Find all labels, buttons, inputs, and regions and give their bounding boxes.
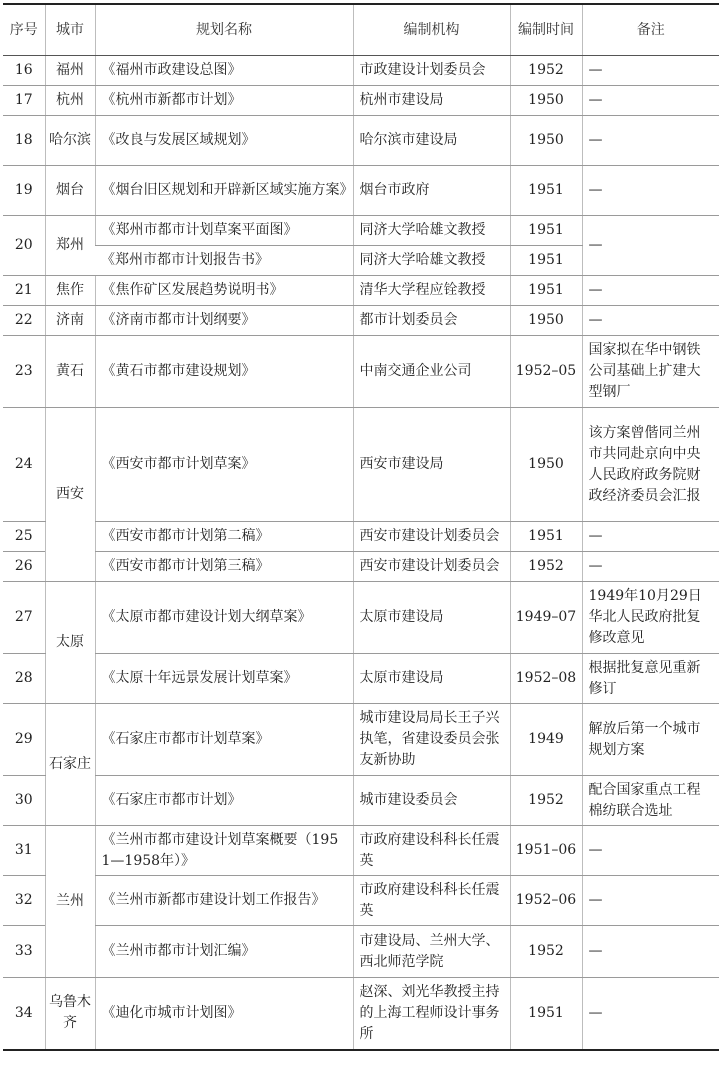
row-org: 同济大学哈雄文教授 [353, 216, 510, 246]
row-city: 太原 [45, 582, 95, 704]
table-row [3, 522, 719, 552]
row-no: 21 [3, 276, 45, 306]
row-time: 1950 [510, 408, 582, 522]
row-no: 34 [3, 978, 45, 1050]
row-no: 18 [3, 116, 45, 166]
row-time: 1950 [510, 116, 582, 166]
row-time: 1951–06 [510, 826, 582, 876]
table-row [3, 56, 719, 86]
row-plan-name: 《石家庄市都市计划草案》 [95, 704, 353, 776]
row-time: 1952 [510, 776, 582, 826]
row-note: — [582, 926, 719, 978]
row-time: 1951 [510, 276, 582, 306]
row-plan-name: 《郑州市都市计划报告书》 [95, 246, 353, 276]
row-time: 1951 [510, 978, 582, 1050]
row-org: 市建设局、兰州大学、西北师范学院 [353, 926, 510, 978]
row-note: — [582, 86, 719, 116]
row-org: 杭州市建设局 [353, 86, 510, 116]
row-org: 西安市建设计划委员会 [353, 552, 510, 582]
row-plan-name: 《西安市都市计划第二稿》 [95, 522, 353, 552]
row-city: 乌鲁木齐 [45, 978, 95, 1050]
row-note: — [582, 552, 719, 582]
table-row [3, 216, 719, 246]
row-note: 国家拟在华中钢铁公司基础上扩建大型钢厂 [582, 336, 719, 408]
row-time: 1952–06 [510, 876, 582, 926]
row-no: 25 [3, 522, 45, 552]
row-plan-name: 《杭州市新都市计划》 [95, 86, 353, 116]
row-no: 24 [3, 408, 45, 522]
row-org: 城市建设局局长王子兴执笔，省建设委员会张友新协助 [353, 704, 510, 776]
row-plan-name: 《西安市都市计划第三稿》 [95, 552, 353, 582]
header-city: 城市 [45, 4, 95, 56]
row-city: 杭州 [45, 86, 95, 116]
table-row [3, 86, 719, 116]
table-row [3, 978, 719, 1050]
row-no: 31 [3, 826, 45, 876]
row-no: 27 [3, 582, 45, 654]
row-plan-name: 《改良与发展区域规划》 [95, 116, 353, 166]
row-note: 解放后第一个城市规划方案 [582, 704, 719, 776]
row-note: 配合国家重点工程棉纺联合选址 [582, 776, 719, 826]
table-row [3, 276, 719, 306]
row-city: 西安 [45, 408, 95, 582]
row-plan-name: 《西安市都市计划草案》 [95, 408, 353, 522]
row-plan-name: 《烟台旧区规划和开辟新区域实施方案》 [95, 166, 353, 216]
row-org: 市政府建设科科长任震英 [353, 876, 510, 926]
row-plan-name: 《济南市都市计划纲要》 [95, 306, 353, 336]
row-time: 1950 [510, 306, 582, 336]
row-note: — [582, 306, 719, 336]
row-note: 该方案曾偕同兰州市共同赴京向中央人民政府政务院财政经济委员会汇报 [582, 408, 719, 522]
row-note: — [582, 166, 719, 216]
row-no: 20 [3, 216, 45, 276]
row-city: 福州 [45, 56, 95, 86]
row-city: 黄石 [45, 336, 95, 408]
row-note: — [582, 978, 719, 1050]
header-org: 编制机构 [353, 4, 510, 56]
row-no: 32 [3, 876, 45, 926]
header-time: 编制时间 [510, 4, 582, 56]
row-time: 1951 [510, 166, 582, 216]
row-note: 根据批复意见重新修订 [582, 654, 719, 704]
row-time: 1952 [510, 56, 582, 86]
table-row [3, 408, 719, 522]
table-row [3, 876, 719, 926]
row-note: — [582, 56, 719, 86]
row-org: 都市计划委员会 [353, 306, 510, 336]
row-time: 1949–07 [510, 582, 582, 654]
row-time: 1951 [510, 216, 582, 246]
row-no: 16 [3, 56, 45, 86]
header-note: 备注 [582, 4, 719, 56]
row-plan-name: 《太原十年远景发展计划草案》 [95, 654, 353, 704]
row-org: 哈尔滨市建设局 [353, 116, 510, 166]
row-plan-name: 《石家庄市都市计划》 [95, 776, 353, 826]
planning-table [3, 3, 719, 1051]
row-org: 西安市建设计划委员会 [353, 522, 510, 552]
table-row [3, 336, 719, 408]
row-city: 烟台 [45, 166, 95, 216]
row-org: 市政府建设科科长任震英 [353, 826, 510, 876]
table-row [3, 704, 719, 776]
header-no: 序号 [3, 4, 45, 56]
row-no: 33 [3, 926, 45, 978]
row-org: 清华大学程应铨教授 [353, 276, 510, 306]
row-time: 1952 [510, 552, 582, 582]
row-no: 17 [3, 86, 45, 116]
table-row [3, 826, 719, 876]
row-note: — [582, 116, 719, 166]
row-org: 市政建设计划委员会 [353, 56, 510, 86]
row-time: 1951 [510, 246, 582, 276]
row-time: 1952–05 [510, 336, 582, 408]
row-city: 兰州 [45, 826, 95, 978]
row-note: — [582, 826, 719, 876]
table-row [3, 582, 719, 654]
row-no: 23 [3, 336, 45, 408]
table-row [3, 552, 719, 582]
row-time: 1949 [510, 704, 582, 776]
row-plan-name: 《黄石市都市建设规划》 [95, 336, 353, 408]
row-no: 26 [3, 552, 45, 582]
table-row [3, 926, 719, 978]
row-plan-name: 《焦作矿区发展趋势说明书》 [95, 276, 353, 306]
row-plan-name: 《郑州市都市计划草案平面图》 [95, 216, 353, 246]
row-org: 太原市建设局 [353, 654, 510, 704]
row-time: 1950 [510, 86, 582, 116]
row-note: — [582, 876, 719, 926]
row-city: 焦作 [45, 276, 95, 306]
row-org: 太原市建设局 [353, 582, 510, 654]
row-plan-name: 《迪化市城市计划图》 [95, 978, 353, 1050]
row-note: — [582, 522, 719, 552]
table-row [3, 776, 719, 826]
row-time: 1952–08 [510, 654, 582, 704]
row-city: 济南 [45, 306, 95, 336]
row-org: 赵深、刘光华教授主持的上海工程师设计事务所 [353, 978, 510, 1050]
row-no: 28 [3, 654, 45, 704]
row-city: 哈尔滨 [45, 116, 95, 166]
row-plan-name: 《兰州市新都市建设计划工作报告》 [95, 876, 353, 926]
header-plan-name: 规划名称 [95, 4, 353, 56]
row-no: 22 [3, 306, 45, 336]
row-org: 同济大学哈雄文教授 [353, 246, 510, 276]
row-city: 石家庄 [45, 704, 95, 826]
row-plan-name: 《太原市都市建设计划大纲草案》 [95, 582, 353, 654]
table-header-row [3, 4, 719, 56]
row-time: 1952 [510, 926, 582, 978]
table-row [3, 166, 719, 216]
row-no: 30 [3, 776, 45, 826]
row-org: 中南交通企业公司 [353, 336, 510, 408]
row-note: 1949年10月29日华北人民政府批复修改意见 [582, 582, 719, 654]
row-org: 烟台市政府 [353, 166, 510, 216]
row-time: 1951 [510, 522, 582, 552]
row-no: 19 [3, 166, 45, 216]
row-city: 郑州 [45, 216, 95, 276]
row-note: — [582, 216, 719, 276]
row-no: 29 [3, 704, 45, 776]
table-row [3, 654, 719, 704]
row-note: — [582, 276, 719, 306]
table-row [3, 306, 719, 336]
row-org: 城市建设委员会 [353, 776, 510, 826]
row-plan-name: 《福州市政建设总图》 [95, 56, 353, 86]
row-org: 西安市建设局 [353, 408, 510, 522]
row-plan-name: 《兰州市都市建设计划草案概要（1951—1958年）》 [95, 826, 353, 876]
row-plan-name: 《兰州市都市计划汇编》 [95, 926, 353, 978]
table-row [3, 116, 719, 166]
